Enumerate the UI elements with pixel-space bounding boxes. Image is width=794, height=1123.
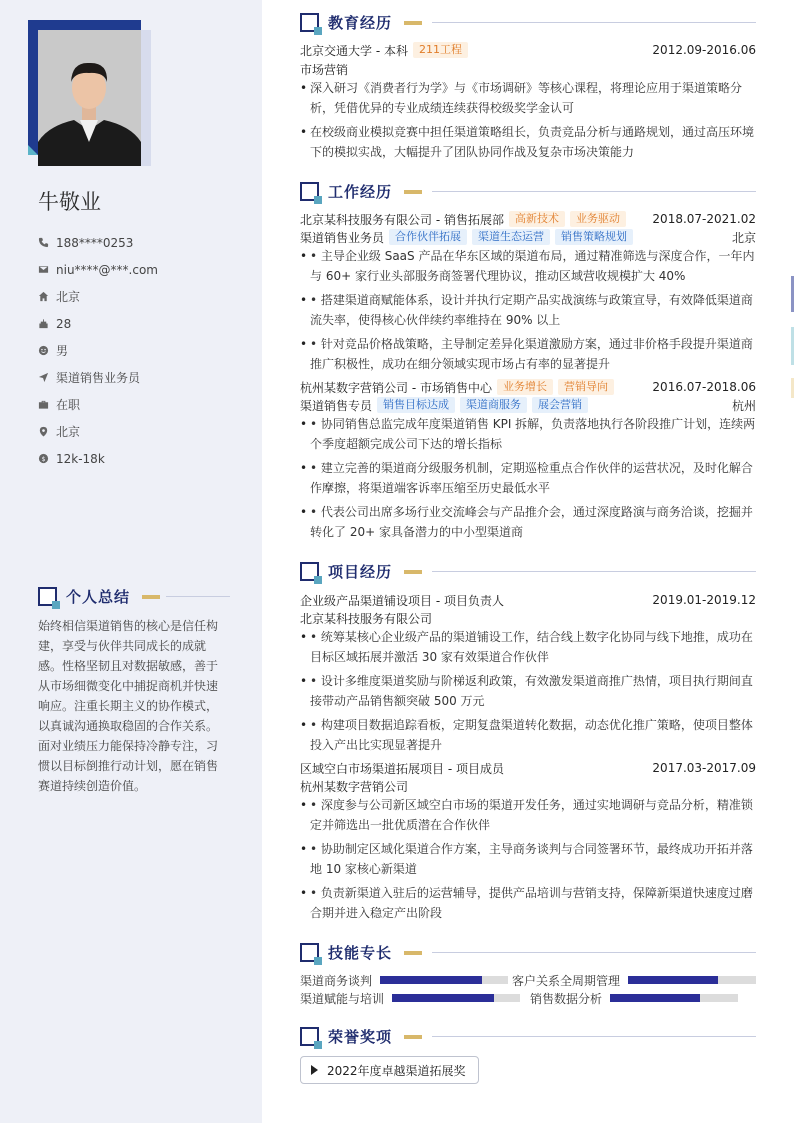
play-triangle-icon xyxy=(311,1065,318,1075)
avatar xyxy=(38,30,141,166)
project-period: 2019.01-2019.12 xyxy=(652,593,756,607)
job-period: 2018.07-2021.02 xyxy=(652,212,756,226)
role-tag: 销售策略规划 xyxy=(555,229,633,245)
skill-bar xyxy=(628,976,756,984)
projects-title: 项目经历 xyxy=(328,563,393,581)
section-square-icon xyxy=(300,943,319,962)
skill-name: 渠道赋能与培训 xyxy=(300,991,385,1006)
age-text: 28 xyxy=(56,316,72,331)
job-company: 北京某科技服务有限公司 - 销售拓展部 xyxy=(300,212,504,227)
skill-bar-fill xyxy=(392,994,494,1002)
list-item: • • 代表公司出席多场行业交流峰会与产品推介会，通过深度路演与商务洽谈，挖掘并转化了 20+ 家具备潜力的中小型渠道商 xyxy=(300,502,756,542)
project-1-company-row xyxy=(300,609,756,627)
list-item: • • 负责新渠道入驻后的运营辅导，提供产品培训与营销支持，保障新渠道快速度过磨合期并进入稳定产出阶段 xyxy=(300,883,756,923)
skill-bar xyxy=(380,976,508,984)
cake-icon xyxy=(38,318,56,329)
list-item: • • 协助制定区域化渠道合作方案，主导商务谈判与合同签署环节，最终成功开拓并落地 10 家核心新渠道 xyxy=(300,839,756,879)
job-city: 杭州 xyxy=(731,398,756,413)
education-title: 教育经历 xyxy=(328,14,393,32)
skill-item xyxy=(512,972,756,989)
email-text: niu****@***.com xyxy=(56,262,158,277)
target-job-text: 渠道销售业务员 xyxy=(56,371,141,385)
job-2-bullets xyxy=(300,414,756,546)
job-role: 渠道销售专员 xyxy=(300,398,373,413)
job-period: 2016.07-2018.06 xyxy=(652,380,756,394)
education-heading xyxy=(300,12,756,33)
skills-row-2 xyxy=(300,989,756,1007)
skill-bar xyxy=(392,994,520,1002)
info-target-job xyxy=(38,364,248,391)
section-square-icon xyxy=(300,182,319,201)
work-title: 工作经历 xyxy=(328,183,393,201)
project-2-header xyxy=(300,759,756,777)
work-heading xyxy=(300,181,756,202)
project-name: 企业级产品渠道铺设项目 - 项目负责人 xyxy=(300,593,504,608)
awards-heading xyxy=(300,1026,756,1047)
list-item: • • 统筹某核心企业级产品的渠道铺设工作，结合线上数字化协同与线下地推，成功在目标区域拓展并激活 30 家有效渠道合作伙伴 xyxy=(300,627,756,667)
job-1-header xyxy=(300,210,756,228)
phone-text: 188****0253 xyxy=(56,235,134,250)
section-square-icon xyxy=(300,13,319,32)
job-role: 渠道销售业务员 xyxy=(300,230,385,245)
info-location xyxy=(38,418,248,445)
skill-item xyxy=(530,990,738,1007)
skill-name: 销售数据分析 xyxy=(530,991,603,1006)
list-item: • • 深度参与公司新区域空白市场的渠道开发任务，通过实地调研与竞品分析，精准锁定并筛选出一批优质潜在合作伙伴 xyxy=(300,795,756,835)
summary-title: 个人总结 xyxy=(66,588,131,606)
job-2-role-row xyxy=(300,396,756,414)
send-icon xyxy=(38,372,56,383)
hometown-text: 北京 xyxy=(56,290,81,304)
location-pin-icon xyxy=(38,426,56,437)
project-2-bullets xyxy=(300,795,756,927)
summary-heading xyxy=(38,586,230,607)
info-salary xyxy=(38,445,248,472)
coin-icon xyxy=(38,453,56,464)
home-icon xyxy=(38,291,56,302)
skill-item xyxy=(300,990,520,1007)
project-company: 杭州某数字营销公司 xyxy=(300,779,409,794)
job-tag: 高新技术 xyxy=(509,211,565,227)
info-status xyxy=(38,391,248,418)
mail-icon xyxy=(38,264,56,275)
skill-name: 渠道商务谈判 xyxy=(300,973,373,988)
project-1-bullets xyxy=(300,627,756,759)
project-company: 北京某科技服务有限公司 xyxy=(300,611,433,626)
job-tag: 业务驱动 xyxy=(570,211,626,227)
skill-bar-fill xyxy=(380,976,482,984)
section-square-icon xyxy=(300,1027,319,1046)
projects-heading xyxy=(300,561,756,582)
list-item: • • 设计多维度渠道奖励与阶梯返利政策，有效激发渠道商推广热情，项目执行期间直接带动产品销售额突破 500 万元 xyxy=(300,671,756,711)
status-text: 在职 xyxy=(56,398,81,412)
job-tag: 业务增长 xyxy=(497,379,553,395)
education-major: 市场营销 xyxy=(300,62,349,77)
education-major-row xyxy=(300,60,756,78)
list-item: • • 建立完善的渠道商分级服务机制，定期巡检重点合作伙伴的运营状况，及时化解合作摩擦，将渠道端客诉率压缩至历史最低水平 xyxy=(300,458,756,498)
skill-name: 客户关系全周期管理 xyxy=(512,973,621,988)
salary-text: 12k-18k xyxy=(56,451,105,466)
project-name: 区域空白市场渠道拓展项目 - 项目成员 xyxy=(300,761,504,776)
award-item[interactable] xyxy=(300,1056,479,1084)
skill-item xyxy=(300,972,508,989)
skill-bar-fill xyxy=(628,976,718,984)
list-item: • • 构建项目数据追踪看板，定期复盘渠道转化数据，动态优化推广策略，使项目整体投入产出比实现显著提升 xyxy=(300,715,756,755)
candidate-name: 牛敬业 xyxy=(38,190,101,214)
list-item: • • 协同销售总监完成年度渠道销售 KPI 拆解，负责落地执行各阶段推广计划，连续两个季度超额完成公司下达的增长指标 xyxy=(300,414,756,454)
job-tag: 营销导向 xyxy=(558,379,614,395)
skills-row-1 xyxy=(300,971,756,989)
job-1-role-row xyxy=(300,228,756,246)
skill-bar xyxy=(610,994,738,1002)
list-item: • • 搭建渠道商赋能体系，设计并执行定期产品实战演练与政策宣导，有效降低渠道商流失率，使得核心伙伴续约率维持在 90% 以上 xyxy=(300,290,756,330)
list-item: • • 针对竞品价格战策略，主导制定差异化渠道激励方案，通过非价格手段提升渠道商推广积极性，成功在细分领域实现市场占有率的显著提升 xyxy=(300,334,756,374)
role-tag: 合作伙伴拓展 xyxy=(389,229,467,245)
section-square-icon xyxy=(38,587,57,606)
skills-title: 技能专长 xyxy=(328,944,393,962)
role-tag: 渠道商服务 xyxy=(460,397,527,413)
phone-icon xyxy=(38,237,56,248)
svg-text:$: $ xyxy=(41,454,46,463)
skills-heading xyxy=(300,942,756,963)
education-header-row xyxy=(300,41,756,59)
info-hometown xyxy=(38,283,248,310)
awards-title: 荣誉奖项 xyxy=(328,1028,393,1046)
list-item: • 在校级商业模拟竞赛中担任渠道策略组长，负责竞品分析与通路规划，通过高压环境下的模拟实战，大幅提升了团队协同作战及复杂市场决策能力 xyxy=(300,122,756,162)
role-tag: 渠道生态运营 xyxy=(472,229,550,245)
briefcase-icon xyxy=(38,399,56,410)
job-1-bullets xyxy=(300,246,756,378)
skill-bar-fill xyxy=(610,994,700,1002)
section-square-icon xyxy=(300,562,319,581)
list-item: • 深入研习《消费者行为学》与《市场调研》等核心课程，将理论应用于渠道策略分析，凭借优异的专业成绩连续获得校级奖学金认可 xyxy=(300,78,756,118)
smiley-icon xyxy=(38,345,56,356)
role-tag: 销售目标达成 xyxy=(377,397,455,413)
education-tag: 211工程 xyxy=(413,42,468,58)
info-age xyxy=(38,310,248,337)
project-1-header xyxy=(300,591,756,609)
list-item: • • 主导企业级 SaaS 产品在华东区域的渠道布局，通过精准筛选与深度合作，一年内与 60+ 家行业头部服务商签署代理协议，推动区域营收规模扩大 40% xyxy=(300,246,756,286)
info-email xyxy=(38,256,248,283)
sidebar xyxy=(0,0,262,1123)
job-city: 北京 xyxy=(731,230,756,245)
education-school: 北京交通大学 - 本科 xyxy=(300,43,408,58)
award-name: 2022年度卓越渠道拓展奖 xyxy=(327,1063,466,1078)
job-company: 杭州某数字营销公司 - 市场销售中心 xyxy=(300,380,492,395)
education-period: 2012.09-2016.06 xyxy=(652,43,756,57)
project-2-company-row xyxy=(300,777,756,795)
info-gender xyxy=(38,337,248,364)
role-tag: 展会营销 xyxy=(532,397,588,413)
project-period: 2017.03-2017.09 xyxy=(652,761,756,775)
info-phone xyxy=(38,229,248,256)
contact-info xyxy=(38,229,248,472)
location-text: 北京 xyxy=(56,425,81,439)
education-bullets xyxy=(300,78,756,166)
summary-text: 始终相信渠道销售的核心是信任构建，享受与伙伴共同成长的成就感。性格坚韧且对数据敏感，善于从市场细微变化中捕捉商机并快速响应。注重长期主义的协作模式，以真诚沟通换取稳固的合作关系。面对业绩压力能保持冷静专注，习惯以目标倒推行动计划，愿在销售赛道持续创造价值。 xyxy=(38,619,219,793)
gender-text: 男 xyxy=(56,344,69,358)
job-2-header xyxy=(300,378,756,396)
